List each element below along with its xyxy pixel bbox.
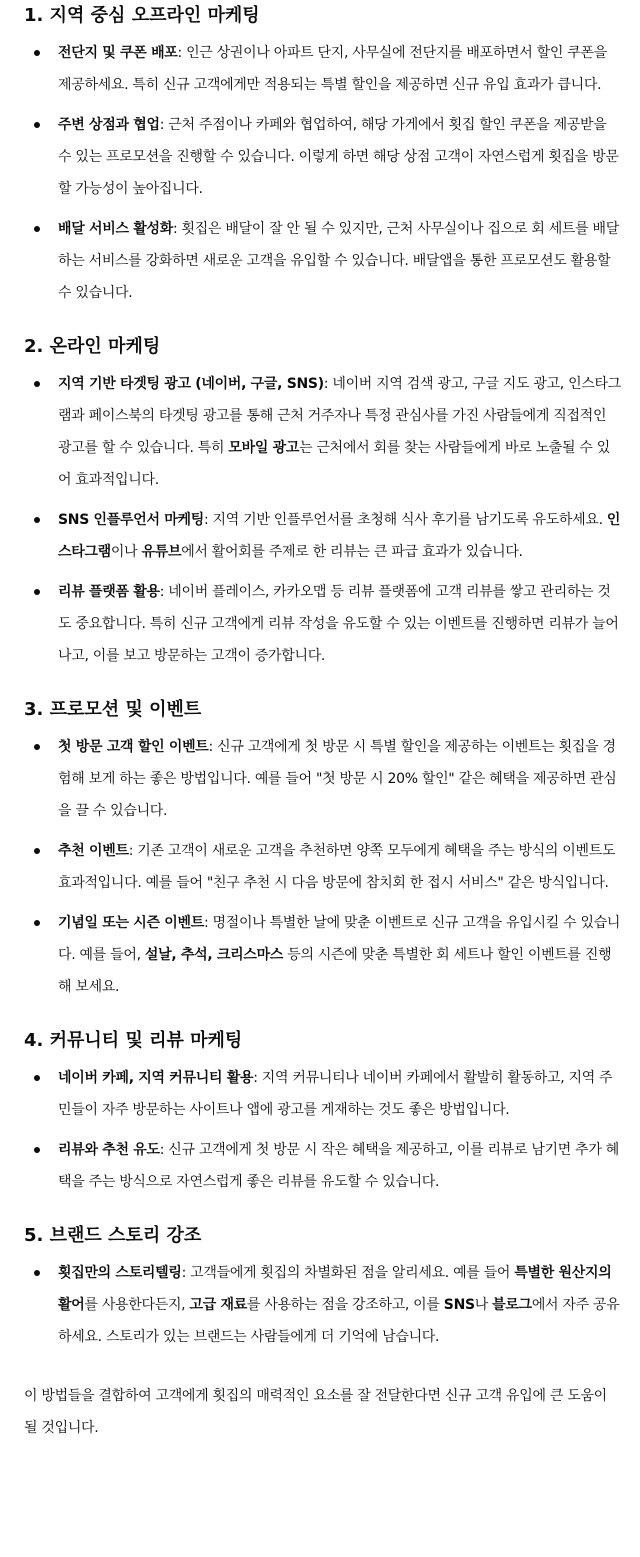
item-text: 는 근처에서 회를 찾는 사람들에게 바로 노출될 수 있어 효과적입니다. <box>58 440 610 488</box>
list-item <box>24 731 622 827</box>
item-title: 횟집만의 스토리텔링 <box>58 1265 182 1281</box>
section-offline-marketing <box>24 0 622 309</box>
item-emphasis: 유튜브 <box>141 544 182 560</box>
item-text: : 신규 고객에게 첫 방문 시 특별 할인을 제공하는 이벤트는 횟집을 경험해 보게 하는 좋은 방법입니다. 예를 들어 "첫 방문 시 20% 할인" 같은 혜택을 제공하면 관심을 끌 수 있습니다. <box>58 739 617 819</box>
item-emphasis: 특별한 원산지의 활어 <box>58 1265 612 1313</box>
item-title: 리뷰와 추천 유도 <box>58 1142 160 1158</box>
item-title: 지역 기반 타겟팅 광고 (네이버, 구글, SNS) <box>58 376 324 392</box>
item-text: 를 사용한다든지, <box>84 1297 190 1313</box>
item-text: : 근처 주점이나 카페와 협업하여, 해당 가게에서 횟집 할인 쿠폰을 제공받을 수 있는 프로모션을 진행할 수 있습니다. 이렇게 하면 해당 상점 고객이 자연스럽게 횟집을 방문할 가능성이 높아집니다. <box>58 117 619 197</box>
section-brand-story <box>24 1223 622 1353</box>
item-emphasis: 블로그 <box>492 1297 532 1313</box>
item-text: 나 <box>474 1297 493 1313</box>
list-item <box>24 37 622 101</box>
item-text: 에서 활어회를 주제로 한 리뷰는 큰 파급 효과가 있습니다. <box>181 544 523 560</box>
list-item <box>24 576 622 672</box>
item-title: 리뷰 플랫폼 활용 <box>58 584 160 600</box>
item-emphasis: 고급 재료 <box>189 1297 247 1313</box>
item-text: : 인근 상권이나 아파트 단지, 사무실에 전단지를 배포하면서 할인 쿠폰을 제공하세요. 특히 신규 고객에게만 적용되는 특별 할인을 제공하면 신규 유입 효과가 큽니다. <box>58 45 607 93</box>
bullet-list <box>24 1257 622 1353</box>
list-item <box>24 1062 622 1126</box>
item-text: 를 사용하는 점을 강조하고, 이를 <box>246 1297 444 1313</box>
item-text: : 고객들에게 횟집의 차별화된 점을 알리세요. 예를 들어 <box>181 1265 515 1281</box>
list-item <box>24 1134 622 1198</box>
item-text: 에서 자주 공유하세요. 스토리가 있는 브랜드는 사람들에게 더 기억에 남습니다. <box>58 1297 620 1345</box>
item-text: : 기존 고객이 새로운 고객을 추천하면 양쪽 모두에게 혜택을 주는 방식의 이벤트도 효과적입니다. 예를 들어 "친구 추천 시 다음 방문에 참치회 한 접시 서비스" 같은 방식입니다. <box>58 843 616 891</box>
item-title: 전단지 및 쿠폰 배포 <box>58 45 178 61</box>
section-heading: 4. 커뮤니티 및 리뷰 마케팅 <box>24 1030 243 1051</box>
item-title: 네이버 카페, 지역 커뮤니티 활용 <box>58 1070 254 1086</box>
section-online-marketing <box>24 334 622 672</box>
conclusion-paragraph: 이 방법들을 결합하여 고객에게 횟집의 매력적인 요소를 잘 전달한다면 신규 고객 유입에 큰 도움이 될 것입니다. <box>24 1388 607 1436</box>
bullet-list <box>24 368 622 672</box>
section-heading: 5. 브랜드 스토리 강조 <box>24 1225 202 1246</box>
list-item <box>24 368 622 496</box>
section-promotions-events <box>24 697 622 1003</box>
item-emphasis: 설날, 추석, 크리스마스 <box>144 947 284 963</box>
bullet-list <box>24 731 622 1003</box>
list-item <box>24 907 622 1003</box>
item-title: 배달 서비스 활성화 <box>58 221 173 237</box>
item-text: : 지역 커뮤니티나 네이버 카페에서 활발히 활동하고, 지역 주민들이 자주 방문하는 사이트나 앱에 광고를 게재하는 것도 좋은 방법입니다. <box>58 1070 613 1118</box>
bullet-list <box>24 1062 622 1198</box>
item-text: : 신규 고객에게 첫 방문 시 작은 혜택을 제공하고, 이를 리뷰로 남기면 추가 혜택을 주는 방식으로 자연스럽게 좋은 리뷰를 유도할 수 있습니다. <box>58 1142 619 1190</box>
item-text: : 횟집은 배달이 잘 안 될 수 있지만, 근처 사무실이나 집으로 회 세트를 배달하는 서비스를 강화하면 새로운 고객을 유입할 수 있습니다. 배달앱을 통한 프로모션도 활용할 수 있습니다. <box>58 221 619 301</box>
item-title: 기념일 또는 시즌 이벤트 <box>58 915 204 931</box>
bullet-list <box>24 37 622 309</box>
item-text: 이나 <box>110 544 142 560</box>
item-text: 등의 시즌에 맞춘 특별한 회 세트나 할인 이벤트를 진행해 보세요. <box>58 947 612 995</box>
list-item <box>24 835 622 899</box>
list-item <box>24 1257 622 1353</box>
item-text: : 네이버 지역 검색 광고, 구글 지도 광고, 인스타그램과 페이스북의 타겟팅 광고를 통해 근처 거주자나 특정 관심사를 가진 사람들에게 직접적인 광고를 할 수 있습니다. 특히 <box>58 376 621 456</box>
list-item <box>24 504 622 568</box>
item-title: 추천 이벤트 <box>58 843 129 859</box>
section-heading: 2. 온라인 마케팅 <box>24 336 161 357</box>
item-text: : 명절이나 특별한 날에 맞춘 이벤트로 신규 고객을 유입시킬 수 있습니다. 예를 들어, <box>58 915 621 963</box>
item-text: : 네이버 플레이스, 카카오맵 등 리뷰 플랫폼에 고객 리뷰를 쌓고 관리하는 것도 중요합니다. 특히 신규 고객에게 리뷰 작성을 유도할 수 있는 이벤트를 진행하면 리뷰가 늘어나고, 이를 보고 방문하는 고객이 증가합니다. <box>58 584 619 664</box>
list-item <box>24 213 622 309</box>
item-emphasis: 모바일 광고 <box>228 440 300 456</box>
item-emphasis: 인스타그램 <box>58 512 621 560</box>
item-title: 주변 상점과 협업 <box>58 117 160 133</box>
item-title: SNS 인플루언서 마케팅 <box>58 512 204 528</box>
item-text: : 지역 기반 인플루언서를 초청해 식사 후기를 남기도록 유도하세요. <box>203 512 607 528</box>
section-heading: 1. 지역 중심 오프라인 마케팅 <box>24 5 260 26</box>
section-heading: 3. 프로모션 및 이벤트 <box>24 699 202 720</box>
list-item <box>24 109 622 205</box>
item-emphasis: SNS <box>443 1297 475 1313</box>
item-title: 첫 방문 고객 할인 이벤트 <box>58 739 209 755</box>
section-community-review <box>24 1028 622 1198</box>
